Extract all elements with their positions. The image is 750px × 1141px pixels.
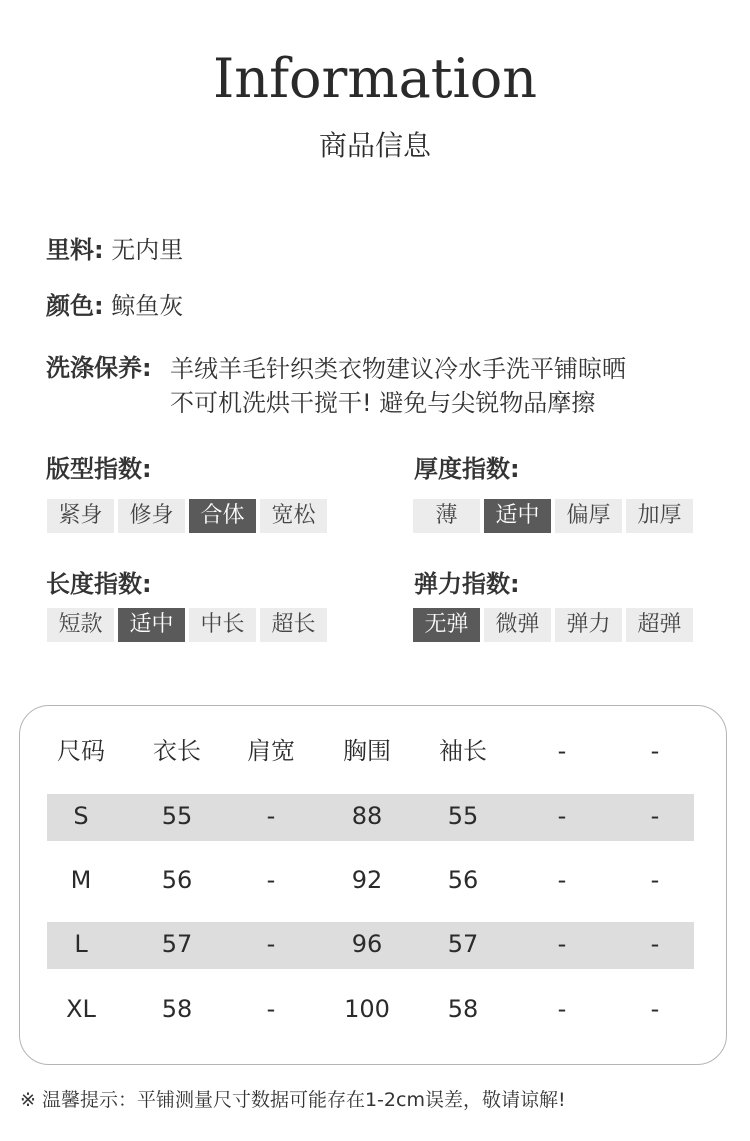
- table-cell: -: [557, 995, 567, 1023]
- length-option: 短款: [47, 608, 114, 642]
- table-cell: 55: [447, 802, 479, 830]
- table-header-cell: 袖长: [439, 737, 487, 765]
- table-cell: 96: [351, 930, 383, 958]
- color-label: 颜色:: [46, 292, 104, 320]
- length-option-selected: 适中: [118, 608, 185, 642]
- table-header-cell: -: [650, 737, 660, 765]
- table-cell: 88: [351, 802, 383, 830]
- table-cell: -: [266, 802, 276, 830]
- elasticity-index-title: 弹力指数:: [414, 570, 520, 598]
- thickness-option: 薄: [413, 499, 480, 533]
- table-cell: -: [266, 930, 276, 958]
- care-label: 洗涤保养:: [46, 354, 152, 382]
- length-index-title: 长度指数:: [46, 570, 152, 598]
- table-cell: 100: [344, 995, 390, 1023]
- table-cell: 92: [351, 866, 383, 894]
- table-header-cell: 胸围: [343, 737, 391, 765]
- table-cell: 57: [447, 930, 479, 958]
- care-instructions: [170, 352, 626, 420]
- table-cell: S: [73, 802, 89, 830]
- fit-index-options: [47, 499, 327, 533]
- table-cell: 57: [161, 930, 193, 958]
- length-option: 超长: [260, 608, 327, 642]
- elasticity-option: 微弹: [484, 608, 551, 642]
- table-cell: XL: [66, 995, 96, 1023]
- color-row: [46, 294, 183, 318]
- fit-option: 修身: [118, 499, 185, 533]
- fit-option: 宽松: [260, 499, 327, 533]
- table-header-cell: 肩宽: [247, 737, 295, 765]
- table-cell: -: [557, 866, 567, 894]
- table-header-cell: 衣长: [153, 737, 201, 765]
- table-cell: -: [650, 995, 660, 1023]
- elasticity-index-options: [413, 608, 693, 642]
- lining-value: 无内里: [111, 236, 184, 264]
- table-cell: -: [650, 866, 660, 894]
- care-row: [46, 356, 152, 380]
- color-value: 鲸鱼灰: [111, 292, 184, 320]
- table-cell: L: [74, 930, 88, 958]
- care-line-2: 不可机洗烘干搅干! 避免与尖锐物品摩擦: [170, 389, 596, 417]
- elasticity-option: 超弹: [626, 608, 693, 642]
- thickness-index-title: 厚度指数:: [414, 455, 520, 483]
- lining-label: 里料:: [46, 236, 104, 264]
- table-cell: -: [650, 930, 660, 958]
- table-cell: 58: [161, 995, 193, 1023]
- length-index-options: [47, 608, 327, 642]
- table-header-cell: 尺码: [57, 737, 105, 765]
- thickness-option: 偏厚: [555, 499, 622, 533]
- table-cell: 56: [161, 866, 193, 894]
- elasticity-option-selected: 无弹: [413, 608, 480, 642]
- table-cell: -: [266, 866, 276, 894]
- fit-option: 紧身: [47, 499, 114, 533]
- lining-row: [46, 238, 183, 262]
- table-header-cell: -: [557, 737, 567, 765]
- table-cell: 55: [161, 802, 193, 830]
- thickness-index-options: [413, 499, 693, 533]
- table-cell: 58: [447, 995, 479, 1023]
- footnote: ※ 温馨提示：平铺测量尺寸数据可能存在1-2cm误差，敬请谅解!: [20, 1089, 566, 1111]
- page-title-en: Information: [212, 47, 538, 110]
- thickness-option-selected: 适中: [484, 499, 551, 533]
- table-cell: -: [266, 995, 276, 1023]
- care-line-1: 羊绒羊毛针织类衣物建议冷水手洗平铺晾晒: [170, 355, 626, 383]
- table-cell: -: [557, 802, 567, 830]
- length-option: 中长: [189, 608, 256, 642]
- table-cell: -: [650, 802, 660, 830]
- fit-option-selected: 合体: [189, 499, 256, 533]
- elasticity-option: 弹力: [555, 608, 622, 642]
- table-cell: 56: [447, 866, 479, 894]
- table-cell: M: [70, 866, 92, 894]
- fit-index-title: 版型指数:: [46, 455, 152, 483]
- page-title-zh: 商品信息: [318, 129, 431, 162]
- table-cell: -: [557, 930, 567, 958]
- thickness-option: 加厚: [626, 499, 693, 533]
